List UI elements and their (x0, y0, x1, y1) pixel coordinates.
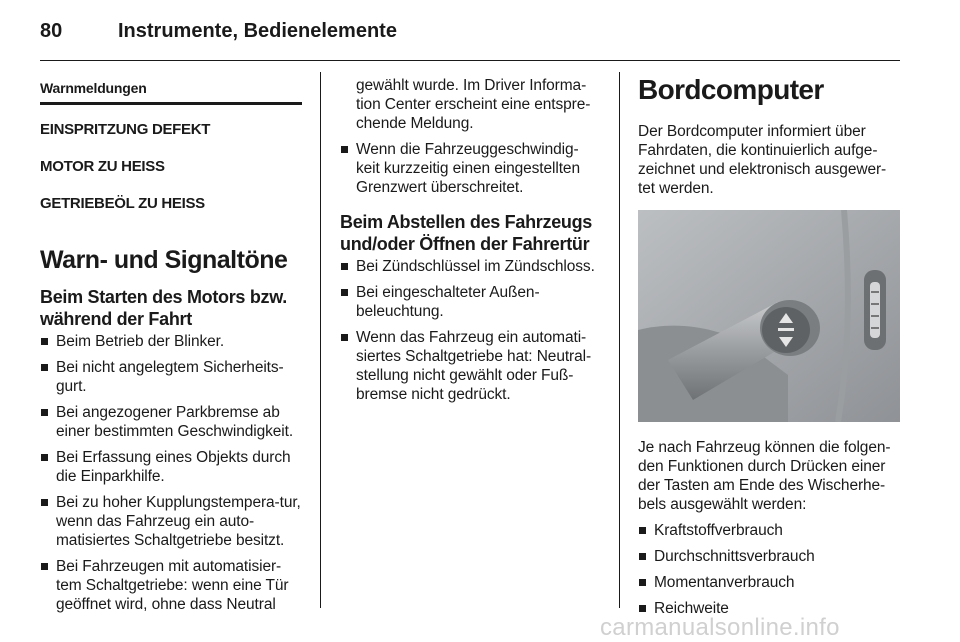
bullet-list (340, 257, 602, 404)
button-divider (778, 328, 794, 331)
list-item: Bei nicht angelegtem Sicherheits-gurt. (40, 358, 302, 396)
thumbwheel (870, 282, 880, 338)
subsection-heading: Beim Starten des Motors bzw. während der Fahrt (40, 287, 287, 329)
intro-paragraph: Der Bordcomputer informiert über Fahrdaten, die kontinuierlich aufge-zeichnet und elektronisch ausgewer-tet werden. (638, 123, 887, 197)
page-header (40, 20, 900, 50)
warning-message: MOTOR ZU HEISS (40, 158, 165, 175)
list-item: Beim Betrieb der Blinker. (40, 332, 302, 351)
list-item: Bei Zündschlüssel im Zündschloss. (340, 257, 602, 276)
section-title: Bordcomputer (638, 74, 824, 105)
continued-text: gewählt wurde. Im Driver Informa-tion Center erscheint eine entspre-chende Meldung. (356, 77, 591, 132)
list-item: Bei Fahrzeugen mit automatisier-tem Schaltgetriebe: wenn eine Tür geöffnet wird, ohne dass Neutral (40, 557, 302, 614)
list-item: Wenn die Fahrzeuggeschwindig-keit kurzzeitig einen eingestellten Grenzwert überschreitet. (340, 140, 602, 197)
section-label-rule (40, 102, 302, 105)
column-divider-1 (320, 72, 321, 608)
list-item: Bei zu hoher Kupplungstempera-tur, wenn das Fahrzeug ein auto-matisiertes Schaltgetriebe besitzt. (40, 493, 302, 550)
list-item: Kraftstoffverbrauch (638, 521, 900, 540)
column-divider-2 (619, 72, 620, 608)
watermark: carmanualsonline.info (600, 614, 840, 641)
bullet-list (340, 140, 602, 197)
subsection-heading: Beim Abstellen des Fahrzeugs und/oder Öffnen der Fahrertür (340, 212, 593, 254)
page-number: 80 (40, 20, 63, 42)
wiper-lever-photo (638, 210, 900, 422)
warning-message: GETRIEBEÖL ZU HEISS (40, 195, 205, 212)
column-1 (40, 66, 302, 614)
list-item: Bei angezogener Parkbremse ab einer bestimmten Geschwindigkeit. (40, 403, 302, 441)
column-2 (340, 66, 602, 404)
list-item: Bei Erfassung eines Objekts durch die Einparkhilfe. (40, 448, 302, 486)
header-divider (40, 60, 900, 61)
section-heading: Warn- und Signaltöne (40, 246, 288, 274)
chapter-title: Instrumente, Bedienelemente (118, 20, 397, 42)
functions-paragraph: Je nach Fahrzeug können die folgen-den Funktionen durch Drücken einer der Tasten am Ende des Wischerhe-bels ausgewählt werden: (638, 439, 891, 513)
list-item: Reichweite (638, 599, 900, 618)
bullet-list (638, 521, 900, 618)
list-item: Momentanverbrauch (638, 573, 900, 592)
list-item: Wenn das Fahrzeug ein automati-siertes Schaltgetriebe hat: Neutral-stellung nicht gewählt oder Fuß-bremse nicht gedrückt. (340, 328, 602, 404)
column-3 (638, 66, 900, 618)
list-item: Bei eingeschalteter Außen-beleuchtung. (340, 283, 602, 321)
warning-message: EINSPRITZUNG DEFEKT (40, 121, 211, 138)
list-item: Durchschnittsverbrauch (638, 547, 900, 566)
bullet-list (40, 332, 302, 614)
section-label: Warnmeldungen (40, 80, 147, 96)
